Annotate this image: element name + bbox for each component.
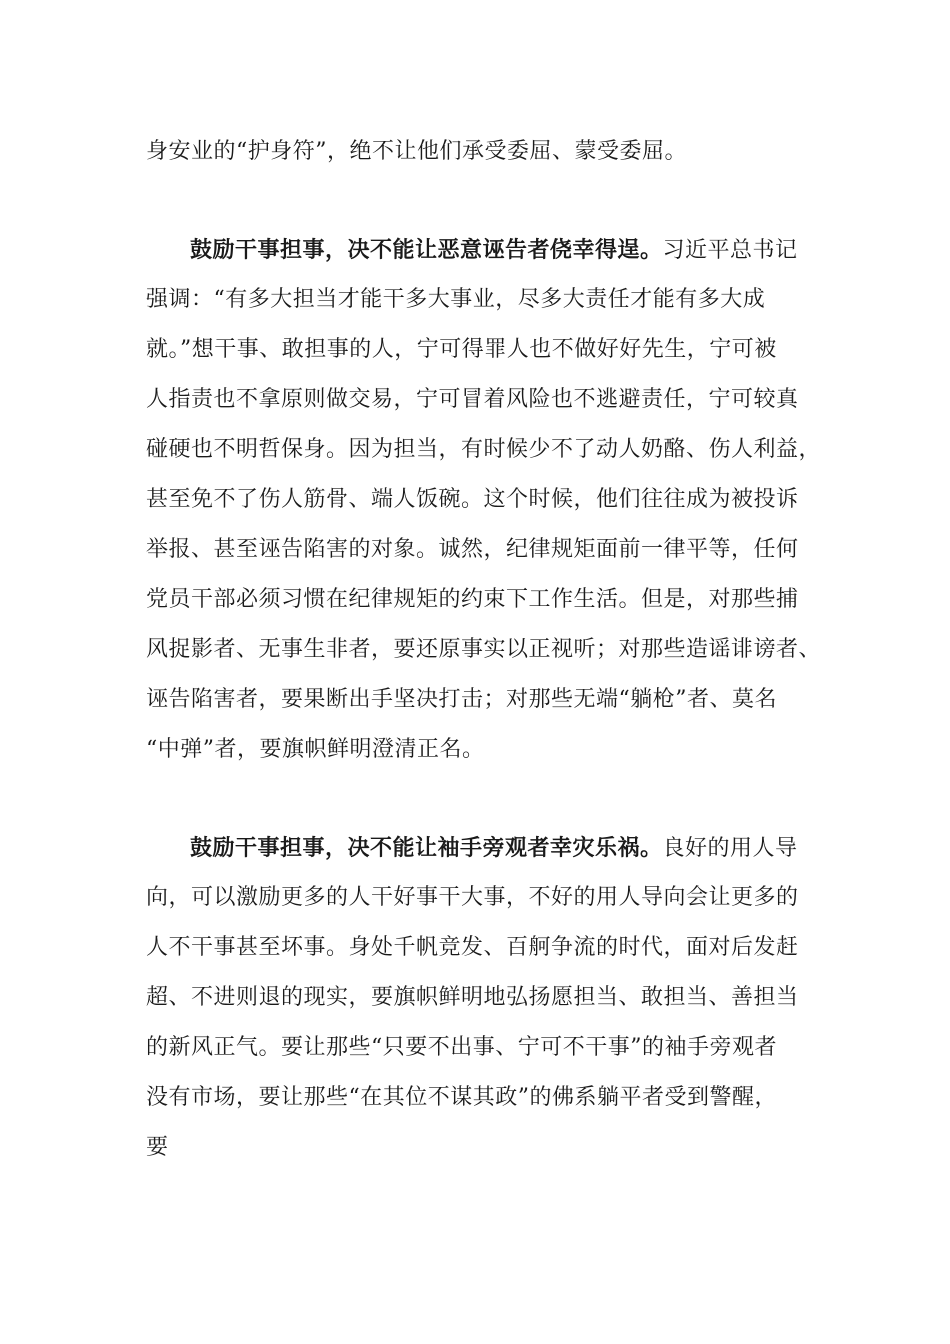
paragraph-2-line: 要 xyxy=(146,1135,169,1160)
paragraph-1-line: “中弹”者，要旗帜鲜明澄清正名。 xyxy=(146,737,485,762)
paragraph-2-first-line-text: 良好的用人导 xyxy=(662,836,798,861)
paragraph-1-line: 人指责也不拿原则做交易，宁可冒着风险也不逃避责任，宁可较真 xyxy=(146,387,799,412)
paragraph-1-line: 诬告陷害者，要果断出手坚决打击；对那些无端“躺枪”者、莫名 xyxy=(146,687,777,712)
paragraph-2-line: 超、不进则退的现实，要旗帜鲜明地弘扬愿担当、敢担当、善担当 xyxy=(146,985,799,1010)
paragraph-2-line: 没有市场，要让那些“在其位不谋其政”的佛系躺平者受到警醒， xyxy=(146,1085,777,1110)
paragraph-1-line: 党员干部必须习惯在纪律规矩的约束下工作生活。但是，对那些捕 xyxy=(146,587,799,612)
paragraph-2-line: 向，可以激励更多的人干好事干大事，不好的用人导向会让更多的 xyxy=(146,885,799,910)
paragraph-2-heading: 鼓励干事担事，决不能让袖手旁观者幸灾乐祸。 xyxy=(190,835,663,861)
paragraph-1-line: 风捉影者、无事生非者，要还原事实以正视听；对那些造谣诽谤者、 xyxy=(146,637,822,662)
paragraph-1-heading: 鼓励干事担事，决不能让恶意诬告者侥幸得逞。 xyxy=(190,237,663,263)
paragraph-1-first-line-text: 习近平总书记 xyxy=(662,238,798,263)
paragraph-1-line: 甚至免不了伤人筋骨、端人饭碗。这个时候，他们往往成为被投诉 xyxy=(146,487,799,512)
paragraph-2-line: 人不干事甚至坏事。身处千帆竞发、百舸争流的时代，面对后发赶 xyxy=(146,935,799,960)
paragraph-1-line: 碰硬也不明哲保身。因为担当，有时候少不了动人奶酪、伤人利益， xyxy=(146,437,822,462)
paragraph-1-line: 就。”想干事、敢担事的人，宁可得罪人也不做好好先生，宁可被 xyxy=(146,337,777,362)
paragraph-1-first-line xyxy=(190,237,798,264)
paragraph-1-line: 举报、甚至诬告陷害的对象。诚然，纪律规矩面前一律平等，任何 xyxy=(146,537,799,562)
paragraph-1-line: 强调：“有多大担当才能干多大事业，尽多大责任才能有多大成 xyxy=(146,287,766,312)
intro-line: 身安业的“护身符”，绝不让他们承受委屈、蒙受委屈。 xyxy=(146,139,687,164)
paragraph-2-first-line xyxy=(190,835,798,862)
paragraph-2-line: 的新风正气。要让那些“只要不出事、宁可不干事”的袖手旁观者 xyxy=(146,1035,777,1060)
